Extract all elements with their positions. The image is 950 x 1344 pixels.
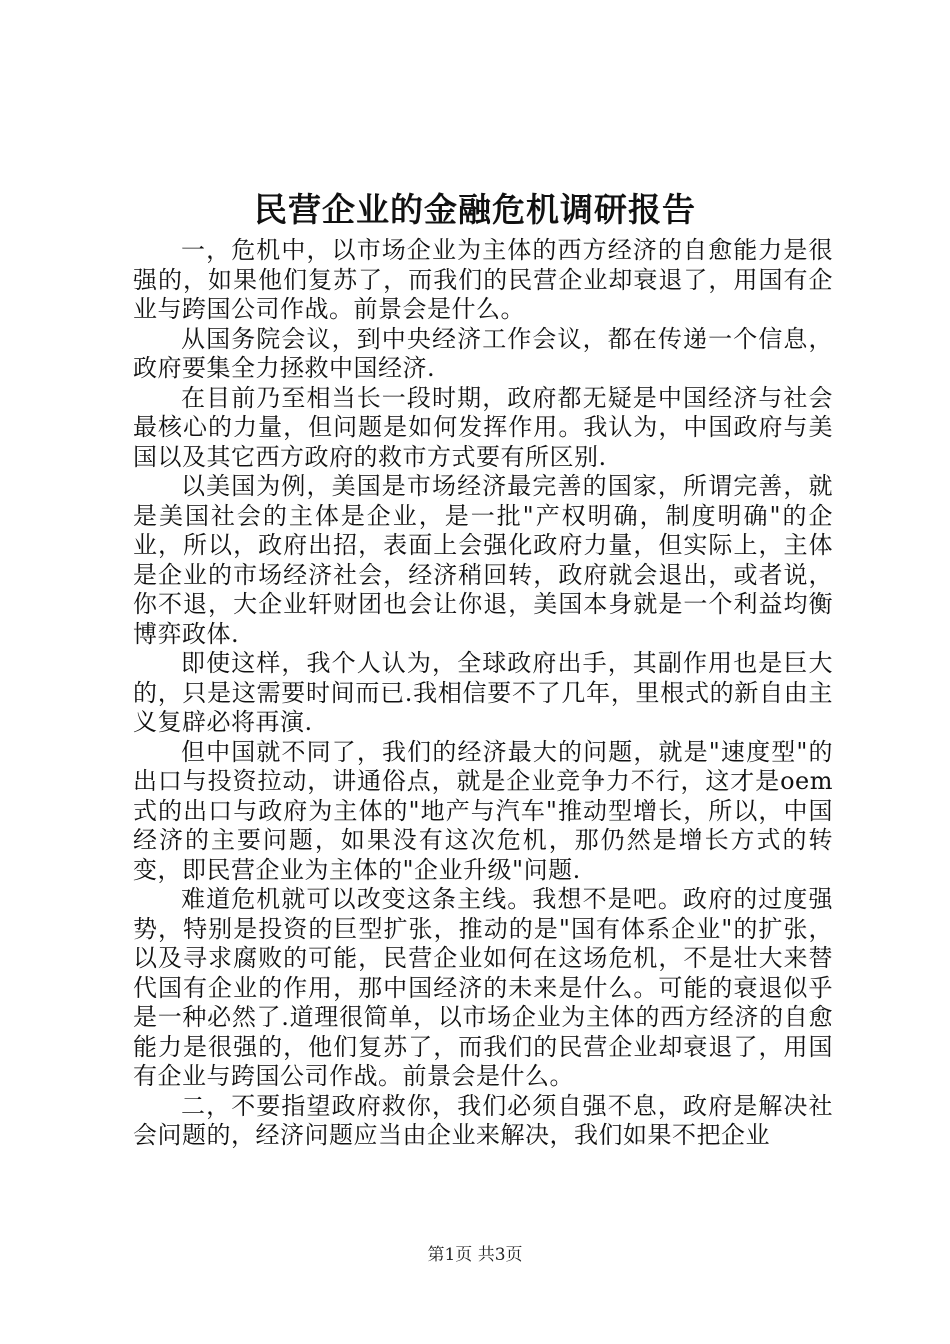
paragraph: 二，不要指望政府救你，我们必须自强不息，政府是解决社会问题的，经济问题应当由企业来解决，我们如果不把企业 <box>133 1091 833 1149</box>
paragraph: 以美国为例，美国是市场经济最完善的国家，所谓完善，就是美国社会的主体是企业，是一批"产权明确，制度明确"的企业，所以，政府出招，表面上会强化政府力量，但实际上，主体是企业的市场经济社会，经济稍回转，政府就会退出，或者说，你不退，大企业轩财团也会让你退，美国本身就是一个利益均衡博弈政体. <box>133 472 833 648</box>
page-footer: 第1页 共3页 <box>427 1245 523 1265</box>
paragraph: 一，危机中，以市场企业为主体的西方经济的自愈能力是很强的，如果他们复苏了，而我们的民营企业却衰退了，用国有企业与跨国公司作战。前景会是什么。 <box>133 236 833 323</box>
document-body <box>133 236 833 1151</box>
paragraph: 但中国就不同了，我们的经济最大的问题，就是"速度型"的出口与投资拉动，讲通俗点，就是企业竞争力不行，这才是oem式的出口与政府为主体的"地产与汽车"推动型增长，所以，中国经济的主要问题，如果没有这次危机，那仍然是增长方式的转变，即民营企业为主体的"企业升级"问题. <box>133 737 833 884</box>
paragraph: 在目前乃至相当长一段时期，政府都无疑是中国经济与社会最核心的力量，但问题是如何发挥作用。我认为，中国政府与美国以及其它西方政府的救市方式要有所区别. <box>133 383 833 471</box>
document-title: 民营企业的金融危机调研报告 <box>254 190 696 229</box>
paragraph: 即使这样，我个人认为，全球政府出手，其副作用也是巨大的，只是这需要时间而已.我相信要不了几年，里根式的新自由主义复辟必将再演. <box>133 649 833 736</box>
paragraph: 难道危机就可以改变这条主线。我想不是吧。政府的过度强势，特别是投资的巨型扩张，推动的是"国有体系企业"的扩张，以及寻求腐败的可能，民营企业如何在这场危机，不是壮大来替代国有企业的作用，那中国经济的未来是什么。可能的衰退似乎是一种必然了.道理很简单，以市场企业为主体的西方经济的自愈能力是很强的，他们复苏了，而我们的民营企业却衰退了，用国有企业与跨国公司作战。前景会是什么。 <box>133 885 833 1090</box>
paragraph: 从国务院会议，到中央经济工作会议，都在传递一个信息，政府要集全力拯救中国经济. <box>133 324 833 382</box>
